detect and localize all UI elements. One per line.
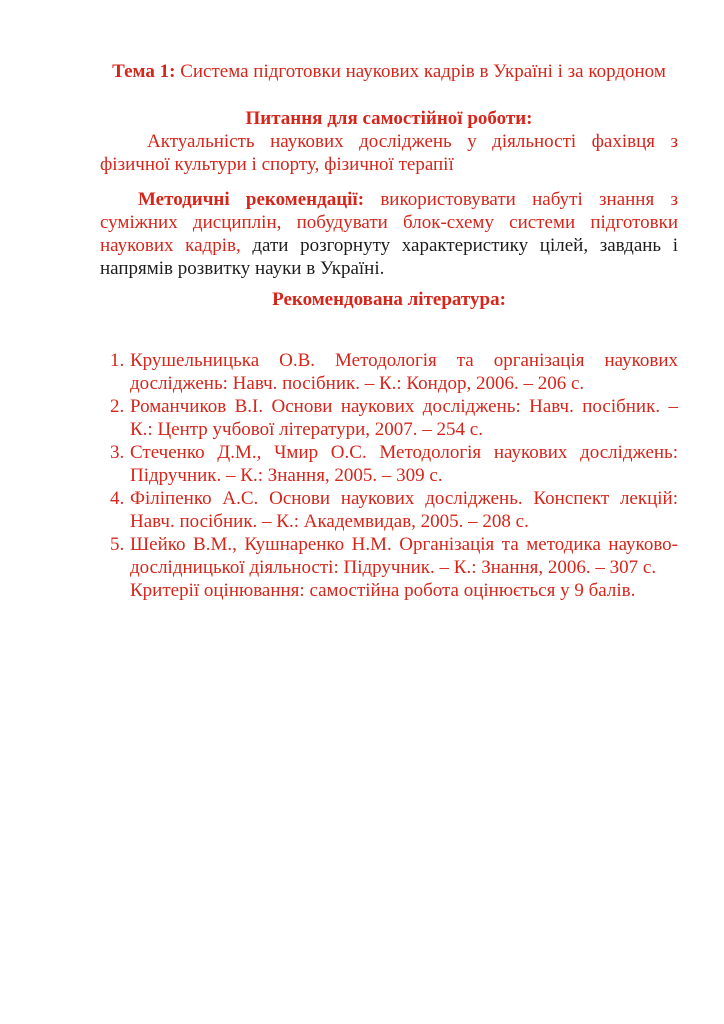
list-item-number: 1. [110,350,125,371]
list-item-number: 5. [110,534,125,555]
title-topic-label: Тема 1: [112,61,176,82]
list-item-text: Шейко В.М., Кушнаренко Н.М. Організація та методика науково-дослідницької діяльності: Підручник. – К.: Знання, 2006. – 307 с. [130,534,678,578]
criteria-note: Критерії оцінювання: самостійна робота оцінюється у 9 балів. [130,580,636,601]
document-content [100,60,678,602]
list-item-number: 4. [110,488,125,509]
methodical-black-text: дати розгорнуту характеристику цілей, завдань і напрямів розвитку науки в Україні. [100,235,678,279]
self-work-heading: Питання для самостійної роботи: [245,108,533,129]
list-item [100,349,678,395]
list-item [100,395,678,441]
literature-list [100,349,678,602]
title-topic-text: Система підготовки наукових кадрів в Україні і за кордоном [175,61,666,82]
list-item [100,441,678,487]
methodical-label: Методичні рекомендації: [138,189,365,210]
list-item [100,487,678,533]
list-item-text: Філіпенко А.С. Основи наукових досліджень. Конспект лекцій: Навч. посібник. – К.: Академвидав, 2005. – 208 с. [130,488,678,532]
list-item-number: 3. [110,442,125,463]
self-work-paragraph: Актуальність наукових досліджень у діяльності фахівця з фізичної культури і спорту, фізичної терапії [100,131,678,175]
lesson-title [100,60,678,83]
list-item-text: Крушельницька О.В. Методологія та організація наукових досліджень: Навч. посібник. – К.: Кондор, 2006. – 206 с. [130,350,678,394]
list-item [100,533,678,579]
list-item-number: 2. [110,396,125,417]
methodical-red-text: використовувати набуті знання з суміжних дисциплін, побудувати блок-схему системи підготовки наукових кадрів, [100,189,678,256]
methodical-paragraph [100,188,678,280]
list-item-text: Романчиков В.І. Основи наукових досліджень: Навч. посібник. – К.: Центр учбової літератури, 2007. – 254 с. [130,396,678,440]
literature-heading: Рекомендована література: [272,289,506,310]
list-item-text: Стеченко Д.М., Чмир О.С. Методологія наукових досліджень: Підручник. – К.: Знання, 2005. – 309 с. [130,442,678,486]
